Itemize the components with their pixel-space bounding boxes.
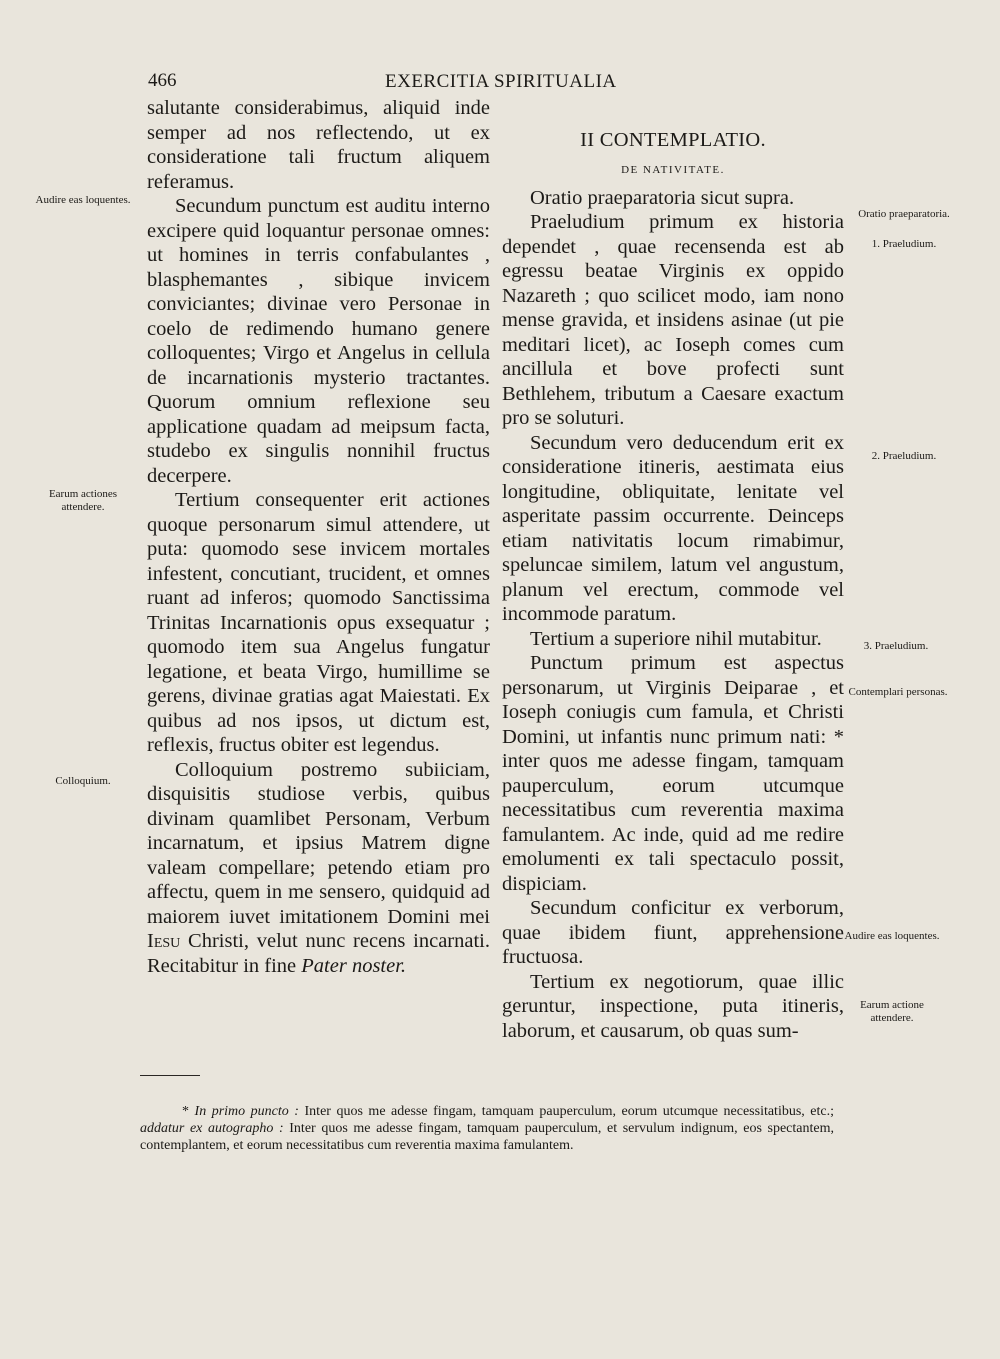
footnote bbox=[140, 1103, 834, 1154]
paragraph-text: Colloquium postremo subiiciam, disquisitis studiose verbis, quibus divinam quamlibet Personam, Verbum incarnatum, et ipsius Matrem digne valeam compellare; petendo etiam pro affectu, quem in me sensero, quidquid ad maiorem iuvet imitationem Domini mei bbox=[147, 758, 490, 928]
paragraph: Tertium consequenter erit actiones quoque personarum simul attendere, ut puta: quomodo sese invicem mortales infestent, concutiant, trucident, et omnes ruant ad inferos; quomodo Sanctissima Trinitas Incarnationis opus exsequatur ; quomodo item sua Angelus fungatur legatione, et beata Virgo, humillime se gerens, divinae gratias agat Maiestati. Ex quibus ad nos ipsos, ut dictum est, reflexis, fructus obiter est legendus. bbox=[147, 489, 490, 756]
margin-note-right: 3. Praeludium. bbox=[863, 640, 929, 652]
paragraph: Secundum conficitur ex verborum, quae ibidem fiunt, apprehensione fructuosa. bbox=[502, 897, 844, 968]
margin-note-left: Colloquium. bbox=[55, 775, 111, 787]
footnote-italic: addatur ex autographo : bbox=[140, 1121, 284, 1136]
paragraph: Secundum punctum est auditu interno excipere quid loquantur personae omnes: ut homines in terris confabulantes , blasphemantes , sibique invicem conviciantes; divinae vero Personae in coelo de redimendo humano genere colloquentes; Virgo et Angelus in cellula de incarnationis mysterio tractantes. Quorum omnium reflexione seu applicatione quadam ad meipsum facta, studebo ex singulis nonnihil fructus decerpere. bbox=[147, 195, 490, 487]
footnote-rule bbox=[140, 1075, 200, 1076]
paragraph: Oratio praeparatoria sicut supra. bbox=[530, 186, 795, 209]
section-subtitle: DE NATIVITATE. bbox=[621, 163, 725, 176]
paragraph-text: Christi, velut nunc recens incarnati. Recitabitur in fine bbox=[147, 930, 490, 977]
paragraph: Tertium a superiore nihil mutabitur. bbox=[530, 627, 822, 650]
margin-note-left: Audire eas loquentes. bbox=[35, 194, 131, 206]
margin-note-right: Audire eas loquentes. bbox=[844, 930, 940, 942]
paragraph: Praeludium primum ex historia dependet , quae recensenda est ab egressu beatae Virginis ex oppido Nazareth ; quo scilicet modo, iam nono mense gravida, et insidens asinae (ut pie meditari licet), ac Ioseph comes cum ancillula et bove profecti sunt Bethlehem, tributum a Caesare exactum pro se soluturi. bbox=[502, 211, 844, 429]
divine-name: Iesu bbox=[147, 930, 181, 952]
margin-note-right: Earum actione attendere. bbox=[860, 999, 924, 1024]
paragraph bbox=[147, 758, 490, 979]
margin-note-right: 2. Praeludium. bbox=[871, 450, 937, 462]
margin-note-right: Oratio praeparatoria. bbox=[858, 208, 950, 220]
paragraph: salutante considerabimus, aliquid inde semper ad nos reflectendo, ut ex consideratione tali fructum aliquem referamus. bbox=[147, 97, 490, 193]
paragraph: Punctum primum est aspectus personarum, ut Virginis Deiparae , et Ioseph coniugis cum famula, et Christi Domini, ut infantis nunc primum nati: * inter quos me adesse fingam, tamquam pauperculum, eorum utcumque necessitatibus cum reverentia maxima famulantem. Ac inde, quid ad me redire emolumenti ex tali spectaculo possit, dispiciam. bbox=[502, 652, 844, 895]
paragraph: Tertium ex negotiorum, quae illic geruntur, inspectione, puta itineris, laborum, et causarum, ob quas sum- bbox=[502, 970, 844, 1042]
left-column bbox=[147, 96, 490, 978]
prayer-name: Pater noster. bbox=[301, 954, 407, 977]
footnote-text bbox=[140, 1103, 834, 1154]
section-title: II CONTEMPLATIO. bbox=[580, 129, 766, 151]
footnote-body: Inter quos me adesse fingam, tamquam pauperculum, eorum utcumque necessitatibus, etc.; bbox=[304, 1104, 835, 1119]
margin-note-left: Earum actiones attendere. bbox=[48, 488, 118, 513]
right-column bbox=[502, 128, 844, 1043]
footnote-italic: In primo puncto : bbox=[194, 1104, 299, 1119]
footnote-marker: * bbox=[182, 1104, 189, 1119]
margin-note-right: 1. Praeludium. bbox=[871, 238, 937, 250]
paragraph: Secundum vero deducendum erit ex consideratione itineris, aestimata eius longitudine, obliquitate, lenitate vel asperitate passim occurrente. Deinceps etiam nativitatis locum rimabimur, speluncae similem, latum vel angustum, planum vel erectum, commode vel incommode paratum. bbox=[502, 431, 844, 625]
running-title: EXERCITIA SPIRITUALIA bbox=[385, 71, 617, 92]
footnote-body: Inter quos me adesse fingam, tamquam pauperculum, et servulum indignum, eos spectantem, contemplantem, et eorum necessitatibus cum reverentia maxima famulantem. bbox=[140, 1121, 834, 1153]
margin-note-right: Contemplari personas. bbox=[848, 686, 948, 698]
page-number: 466 bbox=[148, 70, 177, 91]
